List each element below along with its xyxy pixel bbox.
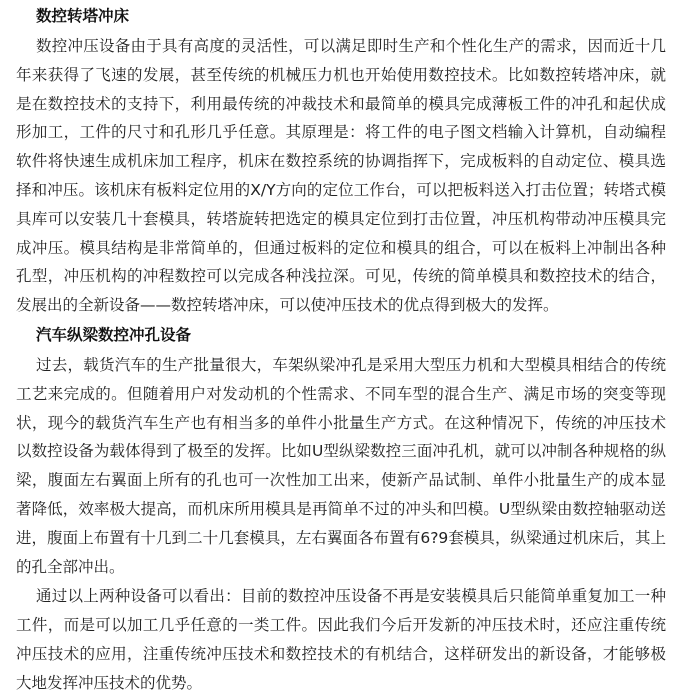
paragraph-turret-punch: 数控冲压设备由于具有高度的灵活性，可以满足即时生产和个性化生产的需求，因而近十几年来获得了飞速的发展，甚至传统的机械压力机也开始使用数控技术。比如数控转塔冲床，就是在数控技术的支持下，利用最传统的冲裁技术和最简单的模具完成薄板工件的冲孔和起伏成形加工，工件的尺寸和孔形几乎任意。其原理是：将工件的电子图文档输入计算机，自动编程软件将快速生成机床加工程序，机床在数控系统的协调指挥下，完成板料的自动定位、模具选择和冲压。该机床有板料定位用的X/Y方向的定位工作台，可以把板料送入打击位置；转塔式模具库可以安装几十套模具，转塔旋转把选定的模具定位到打击位置，冲压机构带动冲压模具完成冲压。模具结构是非常简单的，但通过板料的定位和模具的组合，可以在板料上冲制出各种孔型，冲压机构的冲程数控可以完成各种浅拉深。可见，传统的简单模具和数控技术的结合，发展出的全新设备——数控转塔冲床，可以使冲压技术的优点得到极大的发挥。 [16, 37, 666, 315]
paragraph-frame-rail-punching: 过去，载货汽车的生产批量很大，车架纵梁冲孔是采用大型压力机和大型模具相结合的传统工艺来完成的。但随着用户对发动机的个性需求、不同车型的混合生产、满足市场的突变等现状，现今的载货汽车生产也有相当多的单件小批量生产方式。在这种情况下，传统的冲压技术以数控设备为载体得到了极至的发挥。比如U型纵梁数控三面冲孔机，就可以冲制各种规格的纵梁，腹面左右翼面上所有的孔也可一次性加工出来，使新产品试制、单件小批量生产的成本显著降低，效率极大提高，而机床所用模具是再简单不过的冲头和凹模。U型纵梁由数控轴驱动送进，腹面上布置有十几到二十几套模具，左右翼面各布置有6?9套模具，纵梁通过机床后，其上的孔全部冲出。 [16, 355, 666, 576]
section-heading-frame-rail-punching: 汽车纵梁数控冲孔设备 [36, 325, 192, 344]
section-heading-turret-punch: 数控转塔冲床 [36, 7, 130, 25]
paragraph-conclusion: 通过以上两种设备可以看出：目前的数控冲压设备不再是安装模具后只能简单重复加工一种工件，而是可以加工几乎任意的一类工件。因此我们今后开发新的冲压技术时，还应注重传统冲压技术的应用，注重传统冲压技术和数控技术的有机结合，这样研发出的新设备，才能够极大地发挥冲压技术的优势。 [16, 587, 666, 692]
article-body [16, 3, 666, 698]
